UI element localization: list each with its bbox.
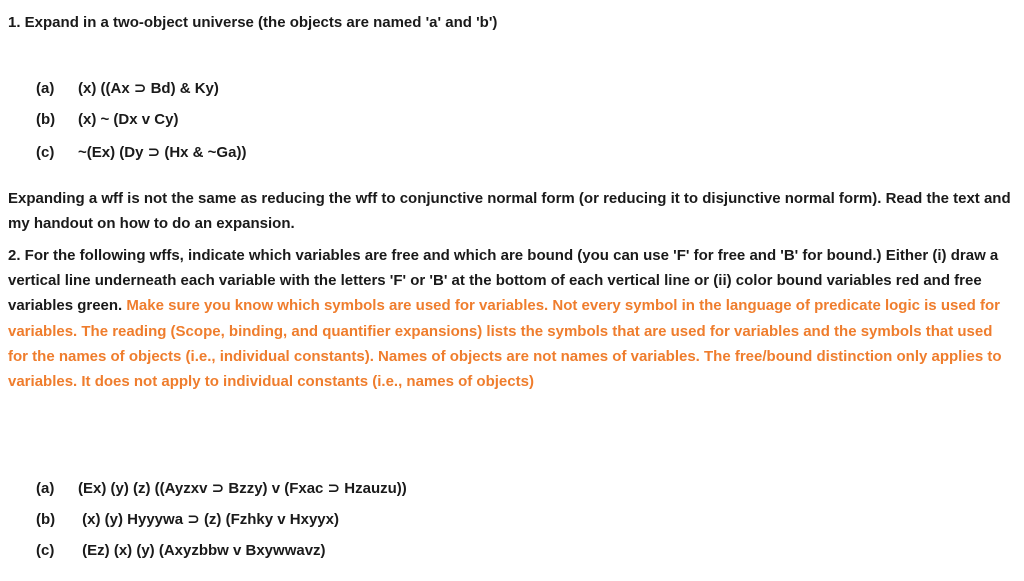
item-label: (c) — [36, 144, 55, 161]
formula: ~(Ex) (Dy ⊃ (Hx & ~Ga)) — [78, 144, 247, 161]
q2-item-a — [36, 479, 407, 497]
question-2-highlight: Make sure you know which symbols are used for variables. Not every symbol in the language of predicate logic is used for variables. The reading (Scope, binding, and quantifier expansions) lists the symbols that are used for variables and the symbols that used for the names of objects (i.e., individual constants). Names of objects are not names of variables. The free/bound distinction only applies to variables. It does not apply to individual constants (i.e., names of objects) — [8, 297, 1002, 391]
expansion-note: Expanding a wff is not the same as reducing the wff to conjunctive normal form (or reducing it to disjunctive normal form). Read the text and my handout on how to do an expansion. — [8, 190, 1011, 233]
q1-item-b — [36, 111, 178, 128]
question-2-text — [8, 243, 1016, 394]
q2-item-b — [36, 510, 339, 528]
item-label: (a) — [36, 480, 55, 497]
item-label: (b) — [36, 111, 56, 128]
formula: (Ex) (y) (z) ((Ayzxv ⊃ Bzzy) v (Fxac ⊃ Hzauzu)) — [78, 480, 407, 497]
formula: (x) ~ (Dx v Cy) — [78, 111, 179, 128]
question-1-title: 1. Expand in a two-object universe (the objects are named 'a' and 'b') — [8, 14, 498, 31]
item-label: (b) — [36, 511, 56, 528]
item-label: (a) — [36, 80, 55, 97]
formula: (x) ((Ax ⊃ Bd) & Ky) — [78, 80, 219, 97]
item-label: (c) — [36, 542, 55, 559]
formula: (x) (y) Hyyywa ⊃ (z) (Fzhky v Hxyyx) — [78, 511, 339, 528]
question-2-intro: 2. For the following wffs, indicate which variables are free and which are bound (you can use 'F' for free and 'B' for bound.) Either (i) draw a vertical line underneath each variable with the letters 'F' or 'B' at the bottom of each vertical line or (ii) color bound variables red and free variables green. — [8, 247, 999, 315]
formula: (Ez) (x) (y) (Axyzbbw v Bxywwavz) — [78, 542, 326, 559]
q1-item-c — [36, 143, 246, 161]
q1-item-a — [36, 79, 219, 97]
q2-item-c — [36, 542, 326, 559]
